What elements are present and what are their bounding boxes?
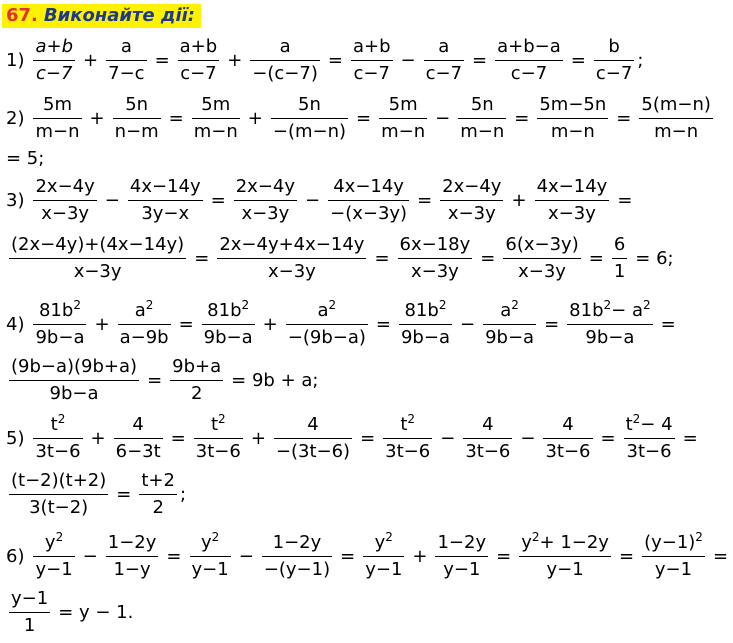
fraction: $\frac{a^2}{a-9b}$ bbox=[119, 297, 169, 348]
fraction: $\frac{4}{3t-6}$ bbox=[465, 413, 511, 462]
item-label: 6) bbox=[6, 545, 25, 567]
fraction: $\frac{2x-4y+4x-14y}{x-3y}$ bbox=[219, 233, 365, 282]
item-4-cont: $\frac{(9b-a)(9b+a)}{9b-a}$ = $\frac{9b+a}{2}$ = 9b + a; bbox=[11, 355, 319, 404]
fraction: $\frac{6x-18y}{x-3y}$ bbox=[399, 233, 471, 282]
fraction: $\frac{y-1}{1}$ bbox=[11, 587, 49, 636]
fraction: $\frac{y^2}{y-1}$ bbox=[35, 529, 73, 580]
item-5-cont: $\frac{(t-2)(t+2)}{3(t-2)}$ = $\frac{t+2}{2}$ ; bbox=[11, 469, 187, 518]
fraction: $\frac{t^2}{3t-6}$ bbox=[195, 411, 241, 462]
item-1: 1) $\frac{a+b}{c-7}$ + $\frac{a}{7-c}$ = $\frac{a+b}{c-7}$ + $\frac{a}{-(c-7)}$ = $\frac{a+b}{c-7}$ − $\frac{a}{c-7}$ = $\frac{a+b-a}{c-7}$ = $\frac{b}{c-7}$ ; bbox=[6, 35, 644, 84]
fraction: $\frac{81b^2}{9b-a}$ bbox=[203, 297, 253, 348]
fraction: $\frac{t^2- 4}{3t-6}$ bbox=[625, 411, 673, 462]
fraction: $\frac{4}{-(3t-6)}$ bbox=[275, 413, 351, 462]
fraction: $\frac{2x-4y}{x-3y}$ bbox=[442, 175, 502, 224]
fraction: $\frac{5n}{n-m}$ bbox=[114, 93, 159, 142]
fraction: $\frac{y^2}{y-1}$ bbox=[191, 529, 229, 580]
fraction: $\frac{t^2}{3t-6}$ bbox=[35, 411, 81, 462]
fraction: $\frac{81b^2- a^2}{9b-a}$ bbox=[569, 297, 651, 348]
fraction: $\frac{a+b}{c-7}$ bbox=[179, 35, 218, 84]
fraction: $\frac{(y-1)^2}{y-1}$ bbox=[644, 529, 703, 580]
fraction: $\frac{a+b}{c-7}$ bbox=[35, 35, 74, 84]
item-4: 4) $\frac{81b^2}{9b-a}$ + $\frac{a^2}{a-9b}$ = $\frac{81b^2}{9b-a}$ + $\frac{a^2}{-(9b-a)}$ = $\frac{81b^2}{9b-a}$ − $\frac{a^2}{9b-a}$ = $\frac{81b^2- a^2}{9b-a}$ = bbox=[6, 297, 676, 348]
fraction: $\frac{y^2}{y-1}$ bbox=[365, 529, 403, 580]
item-5: 5) $\frac{t^2}{3t-6}$ + $\frac{4}{6-3t}$ = $\frac{t^2}{3t-6}$ + $\frac{4}{-(3t-6)}$ = $\frac{t^2}{3t-6}$ − $\frac{4}{3t-6}$ − $\frac{4}{3t-6}$ = $\frac{t^2- 4}{3t-6}$ = bbox=[6, 411, 698, 462]
exercise-instruction: Виконайте дії: bbox=[43, 5, 195, 26]
fraction: $\frac{(t-2)(t+2)}{3(t-2)}$ bbox=[11, 469, 107, 518]
fraction: $\frac{9b+a}{2}$ bbox=[172, 355, 222, 404]
fraction: $\frac{81b^2}{9b-a}$ bbox=[400, 297, 450, 348]
item-label: 5) bbox=[6, 427, 25, 449]
fraction: $\frac{5n}{-(m-n)}$ bbox=[272, 93, 347, 142]
fraction: $\frac{a+b}{c-7}$ bbox=[352, 35, 391, 84]
fraction: $\frac{4x-14y}{-(x-3y)}$ bbox=[330, 175, 408, 224]
fraction: $\frac{t^2}{3t-6}$ bbox=[385, 411, 431, 462]
fraction: $\frac{4x-14y}{x-3y}$ bbox=[536, 175, 608, 224]
fraction: $\frac{4}{6-3t}$ bbox=[115, 413, 161, 462]
fraction: $\frac{a+b-a}{c-7}$ bbox=[497, 35, 561, 84]
fraction: $\frac{2x-4y}{x-3y}$ bbox=[35, 175, 95, 224]
fraction: $\frac{5(m-n)}{m-n}$ bbox=[641, 93, 711, 142]
item-6-cont bbox=[6, 584, 138, 640]
item-3: 3) $\frac{2x-4y}{x-3y}$ − $\frac{4x-14y}{3y-x}$ = $\frac{2x-4y}{x-3y}$ − $\frac{4x-14y}{-(x-3y)}$ = $\frac{2x-4y}{x-3y}$ + $\frac{4x-14y}{x-3y}$ = bbox=[6, 175, 633, 224]
fraction: $\frac{5m}{m-n}$ bbox=[35, 93, 80, 142]
fraction: $\frac{1-2y}{1-y}$ bbox=[107, 531, 157, 580]
fraction: $\frac{1-2y}{-(y-1)}$ bbox=[263, 531, 331, 580]
fraction: $\frac{a}{c-7}$ bbox=[425, 35, 463, 84]
fraction: $\frac{4x-14y}{3y-x}$ bbox=[129, 175, 201, 224]
item-tail: = 9b + a; bbox=[231, 369, 319, 391]
fraction: $\frac{b}{c-7}$ bbox=[595, 35, 633, 84]
fraction: $\frac{t+2}{2}$ bbox=[141, 469, 175, 518]
fraction: $\frac{5m-5n}{m-n}$ bbox=[539, 93, 607, 142]
fraction: $\frac{5n}{m-n}$ bbox=[460, 93, 505, 142]
fraction: $\frac{5m}{m-n}$ bbox=[381, 93, 426, 142]
item-tail: = y − 1. bbox=[58, 601, 134, 623]
fraction: $\frac{1-2y}{y-1}$ bbox=[437, 531, 487, 580]
fraction: $\frac{6(x-3y)}{x-3y}$ bbox=[505, 233, 579, 282]
item-tail: ; bbox=[179, 483, 187, 505]
item-3-cont: $\frac{(2x-4y)+(4x-14y)}{x-3y}$ = $\frac{2x-4y+4x-14y}{x-3y}$ = $\frac{6x-18y}{x-3y}$ = $\frac{6(x-3y)}{x-3y}$ = $\frac{6}{1}$ = 6; bbox=[11, 233, 674, 282]
item-2: 2) $\frac{5m}{m-n}$ + $\frac{5n}{n-m}$ = $\frac{5m}{m-n}$ + $\frac{5n}{-(m-n)}$ = $\frac{5m}{m-n}$ − $\frac{5n}{m-n}$ = $\frac{5m-5n}{m-n}$ = $\frac{5(m-n)}{m-n}$ bbox=[6, 93, 711, 142]
fraction: $\frac{a}{-(c-7)}$ bbox=[252, 35, 318, 84]
exercise-header bbox=[2, 4, 201, 28]
fraction: $\frac{a^2}{9b-a}$ bbox=[485, 297, 535, 348]
fraction: $\frac{a^2}{-(9b-a)}$ bbox=[287, 297, 366, 348]
item-label: 2) bbox=[6, 107, 25, 129]
fraction: $\frac{(2x-4y)+(4x-14y)}{x-3y}$ bbox=[11, 233, 185, 282]
fraction: $\frac{6}{1}$ bbox=[613, 233, 626, 282]
fraction: $\frac{81b^2}{9b-a}$ bbox=[35, 297, 85, 348]
item-6: 6) $\frac{y^2}{y-1}$ − $\frac{1-2y}{1-y}$ = $\frac{y^2}{y-1}$ − $\frac{1-2y}{-(y-1)}$ = $\frac{y^2}{y-1}$ + $\frac{1-2y}{y-1}$ = $\frac{y^2+ 1-2y}{y-1}$ = $\frac{(y-1)^2}{y-1}$ = bbox=[6, 529, 729, 580]
fraction: $\frac{2x-4y}{x-3y}$ bbox=[235, 175, 296, 224]
item-2-result: = 5; bbox=[6, 148, 45, 169]
fraction: $\frac{5m}{m-n}$ bbox=[193, 93, 238, 142]
item-tail: = 6; bbox=[635, 247, 674, 269]
item-label: 1) bbox=[6, 49, 25, 71]
fraction: $\frac{4}{3t-6}$ bbox=[545, 413, 591, 462]
fraction: $\frac{(9b-a)(9b+a)}{9b-a}$ bbox=[11, 355, 138, 404]
fraction: $\frac{a}{7-c}$ bbox=[108, 35, 145, 84]
exercise-number: 67. bbox=[6, 5, 38, 26]
item-label: 4) bbox=[6, 313, 25, 335]
item-label: 3) bbox=[6, 189, 25, 211]
item-tail: ; bbox=[637, 49, 644, 71]
fraction: $\frac{y^2+ 1-2y}{y-1}$ bbox=[521, 529, 609, 580]
